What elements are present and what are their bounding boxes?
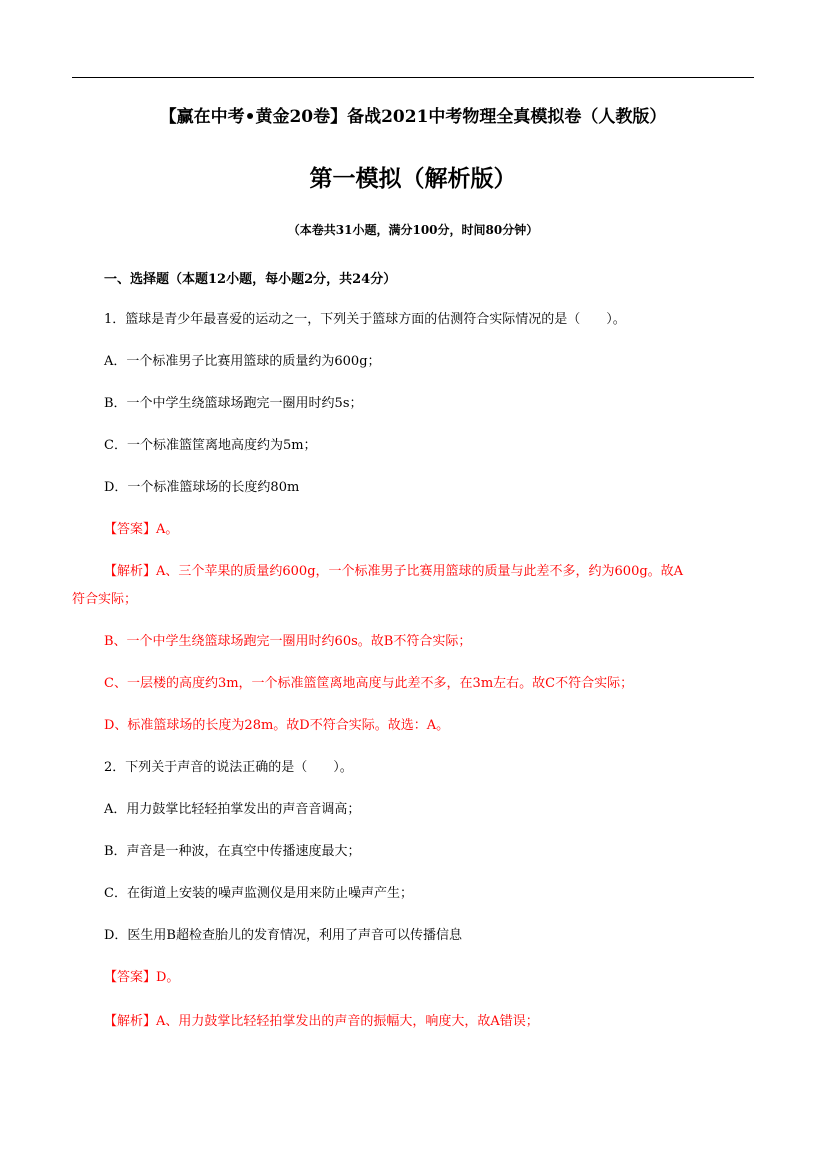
question-1-option-a: A．一个标准男子比赛用篮球的质量约为600g；	[104, 354, 381, 369]
question-1-option-b: B．一个中学生绕篮球场跑完一圈用时约5s；	[104, 396, 363, 411]
question-2-option-a: A．用力鼓掌比轻轻拍掌发出的声音音调高；	[104, 802, 361, 817]
section-heading-multiple-choice: 一、选择题（本题12小题，每小题2分，共24分）	[104, 272, 397, 287]
question-1-analysis-line: 符合实际；	[72, 592, 138, 607]
document-subtitle: 第一模拟（解析版）	[309, 165, 517, 192]
question-2-stem: 2．下列关于声音的说法正确的是（ ）。	[104, 760, 353, 775]
question-1-option-d: D．一个标准篮球场的长度约80m	[104, 480, 300, 495]
question-2-option-c: C．在街道上安装的噪声监测仪是用来防止噪声产生；	[104, 886, 413, 901]
header-rule	[72, 77, 754, 78]
document-title: 【赢在中考•黄金20卷】备战2021中考物理全真模拟卷（人教版）	[159, 107, 667, 127]
question-2-analysis-line: 【解析】A、用力鼓掌比轻轻拍掌发出的声音的振幅大，响度大，故A错误；	[104, 1014, 539, 1029]
question-1-answer: 【答案】A。	[104, 522, 179, 537]
question-2-answer: 【答案】D。	[104, 970, 180, 985]
question-1-analysis-line: B、一个中学生绕篮球场跑完一圈用时约60s。故B不符合实际；	[104, 634, 472, 649]
exam-info-note: （本卷共31小题，满分100分，时间80分钟）	[287, 223, 539, 237]
question-1-analysis-line: 【解析】A、三个苹果的质量约600g，一个标准男子比赛用篮球的质量与此差不多，约为600g。故A	[104, 564, 684, 579]
question-1-stem: 1．篮球是青少年最喜爱的运动之一，下列关于篮球方面的估测符合实际情况的是（ ）。	[104, 312, 626, 327]
question-2-option-d: D．医生用B超检查胎儿的发育情况，利用了声音可以传播信息	[104, 928, 462, 943]
question-1-analysis-line: C、一层楼的高度约3m，一个标准篮筐离地高度与此差不多，在3m左右。故C不符合实际；	[104, 676, 634, 691]
question-1-analysis-line: D、标准篮球场的长度为28m。故D不符合实际。故选：A。	[104, 718, 450, 733]
question-1-option-c: C．一个标准篮筐离地高度约为5m；	[104, 438, 317, 453]
question-2-option-b: B．声音是一种波，在真空中传播速度最大；	[104, 844, 361, 859]
